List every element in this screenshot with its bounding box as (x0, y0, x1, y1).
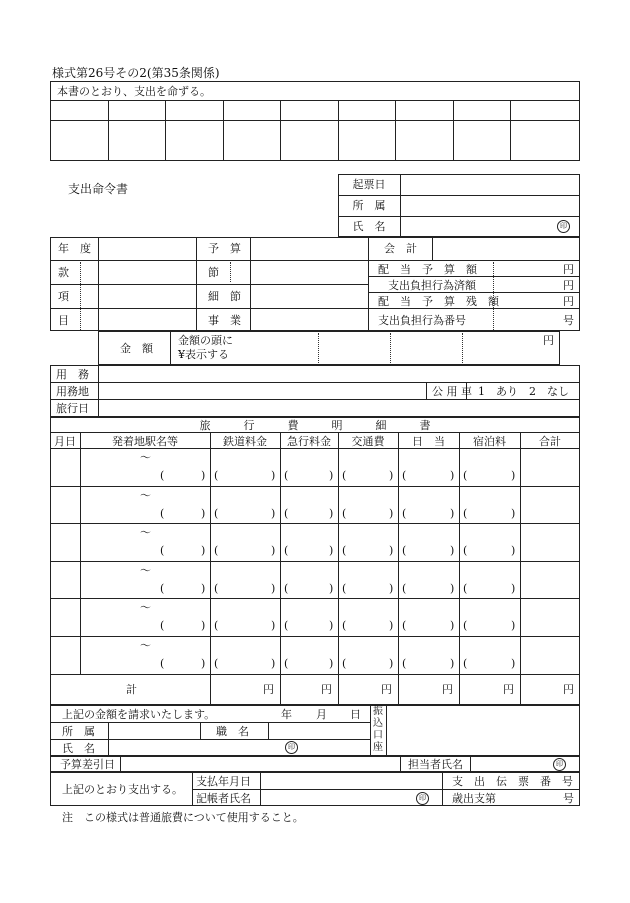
paren-open: ( (284, 469, 289, 482)
header-date: 月日 (54, 435, 76, 448)
paren-close: ) (450, 582, 455, 595)
paren-open: ( (160, 507, 165, 520)
row-total-field[interactable] (522, 563, 578, 597)
paren-close: ) (271, 619, 276, 632)
paren-close: ) (271, 507, 276, 520)
travel-date-field[interactable] (100, 401, 578, 415)
claim-day: 日 (350, 708, 361, 721)
row-amount-field[interactable] (461, 450, 518, 466)
annual-number-unit: 号 (563, 792, 574, 805)
row-date-field[interactable] (52, 600, 78, 634)
tilde-mark: 〜 (140, 639, 151, 652)
detail-label: 細 節 (208, 290, 241, 303)
paren-open: ( (160, 619, 165, 632)
issuer-name-field[interactable] (402, 219, 552, 234)
section-label: 款 (58, 266, 69, 279)
paren-open: ( (402, 469, 407, 482)
row-amount-field[interactable] (461, 600, 518, 616)
paren-open: ( (284, 582, 289, 595)
allocated-yen: 円 (563, 263, 574, 276)
paren-close: ) (450, 507, 455, 520)
issuer-dept-label: 所 属 (352, 199, 386, 212)
row-amount-field[interactable] (461, 638, 518, 654)
paren-close: ) (389, 619, 394, 632)
paren-close: ) (389, 544, 394, 557)
issue-date-label: 起票日 (352, 178, 386, 191)
official-car-options[interactable]: 1 あり 2 なし (478, 385, 569, 398)
row-amount-field[interactable] (340, 638, 396, 654)
transfer-char-4: 座 (373, 742, 383, 753)
row-amount-field[interactable] (461, 525, 518, 541)
claim-seal-icon: 印 (285, 741, 298, 754)
row-total-field[interactable] (522, 638, 578, 672)
row-amount-field[interactable] (400, 525, 457, 541)
paren-open: ( (160, 469, 165, 482)
paren-open: ( (214, 507, 219, 520)
paren-close: ) (201, 469, 206, 482)
item-label: 項 (58, 290, 69, 303)
row-amount-field[interactable] (400, 600, 457, 616)
tilde-mark: 〜 (140, 451, 151, 464)
paren-open: ( (284, 657, 289, 670)
paren-open: ( (463, 544, 468, 557)
person-in-charge-field[interactable] (472, 758, 552, 771)
row-total-field[interactable] (522, 600, 578, 634)
amount-field[interactable] (272, 340, 558, 360)
paren-close: ) (511, 544, 516, 557)
paren-open: ( (463, 469, 468, 482)
paren-open: ( (284, 544, 289, 557)
business-field[interactable] (100, 367, 578, 381)
paren-close: ) (450, 619, 455, 632)
itemization-title: 旅 行 費 明 細 書 (199, 419, 431, 432)
row-amount-field[interactable] (340, 563, 396, 579)
paren-open: ( (214, 469, 219, 482)
recorder-label: 記帳者氏名 (196, 792, 251, 805)
payment-statement: 上記のとおり支出する。 (62, 783, 183, 796)
paren-close: ) (511, 507, 516, 520)
paren-open: ( (214, 582, 219, 595)
tilde-mark: 〜 (140, 564, 151, 577)
row-amount-field[interactable] (400, 638, 457, 654)
row-total-field[interactable] (522, 450, 578, 484)
paren-close: ) (201, 544, 206, 557)
paren-close: ) (511, 469, 516, 482)
issuer-dept-field[interactable] (402, 198, 578, 213)
paren-open: ( (160, 657, 165, 670)
commitment-no-unit: 号 (563, 314, 574, 327)
paren-close: ) (329, 619, 334, 632)
amount-note-line2: ¥表示する (178, 348, 229, 361)
clause-label: 節 (208, 266, 219, 279)
paren-open: ( (402, 619, 407, 632)
issue-date-field[interactable] (402, 179, 578, 194)
claim-position-label: 職 名 (216, 725, 249, 738)
paren-open: ( (342, 582, 347, 595)
place-label: 用務地 (56, 385, 89, 398)
committed-yen: 円 (563, 279, 574, 292)
total-yen-transport: 円 (381, 683, 392, 696)
paren-open: ( (214, 619, 219, 632)
row-date-field[interactable] (52, 525, 78, 559)
issuer-seal-icon: 印 (557, 220, 570, 233)
paren-open: ( (342, 619, 347, 632)
row-amount-field[interactable] (282, 488, 336, 504)
claim-dept-field[interactable] (110, 724, 198, 738)
paren-close: ) (511, 657, 516, 670)
paren-close: ) (329, 507, 334, 520)
row-total-field[interactable] (522, 525, 578, 559)
paren-close: ) (271, 469, 276, 482)
paren-close: ) (201, 619, 206, 632)
total-label: 計 (126, 683, 137, 696)
amount-note-line1: 金額の頭に (178, 334, 233, 347)
paren-close: ) (271, 544, 276, 557)
header-transport: 交通費 (351, 435, 385, 448)
paren-open: ( (463, 582, 468, 595)
committed-label: 支出負担行為済額 (388, 279, 476, 292)
paren-open: ( (214, 544, 219, 557)
row-amount-field[interactable] (400, 488, 457, 504)
paren-close: ) (329, 469, 334, 482)
paren-close: ) (201, 582, 206, 595)
recorder-field[interactable] (262, 791, 412, 805)
claim-position-field[interactable] (270, 724, 368, 738)
row-amount-field[interactable] (340, 600, 396, 616)
row-date-field[interactable] (52, 638, 78, 672)
row-date-field[interactable] (52, 450, 78, 484)
row-amount-field[interactable] (212, 563, 278, 579)
paren-close: ) (389, 507, 394, 520)
approval-instruction: 本書のとおり、支出を命ずる。 (57, 85, 211, 98)
paren-close: ) (201, 657, 206, 670)
budget-label: 予 算 (208, 242, 241, 255)
total-yen-lodging: 円 (503, 683, 514, 696)
paren-open: ( (284, 507, 289, 520)
amount-yen: 円 (543, 334, 554, 347)
paren-open: ( (402, 544, 407, 557)
paren-close: ) (329, 582, 334, 595)
person-in-charge-label: 担当者氏名 (408, 758, 463, 771)
paren-open: ( (160, 544, 165, 557)
row-amount-field[interactable] (212, 525, 278, 541)
paren-open: ( (342, 657, 347, 670)
amount-label: 金 額 (120, 342, 153, 355)
row-amount-field[interactable] (461, 563, 518, 579)
annual-label: 歳出支第 (452, 792, 496, 805)
recorder-seal-icon: 印 (416, 792, 429, 805)
header-total: 合計 (539, 435, 561, 448)
paren-close: ) (389, 657, 394, 670)
row-amount-field[interactable] (340, 488, 396, 504)
row-amount-field[interactable] (461, 488, 518, 504)
tilde-mark: 〜 (140, 489, 151, 502)
paren-close: ) (511, 582, 516, 595)
person-seal-icon: 印 (553, 758, 566, 771)
claim-year: 年 (281, 708, 292, 721)
header-lodging: 宿泊料 (473, 435, 506, 448)
transfer-account-field[interactable] (388, 708, 578, 754)
paren-close: ) (450, 657, 455, 670)
paren-open: ( (214, 657, 219, 670)
paren-close: ) (389, 469, 394, 482)
paren-close: ) (271, 582, 276, 595)
issuer-name-label: 氏 名 (352, 220, 386, 233)
project-label: 事 業 (208, 314, 241, 327)
paren-open: ( (402, 657, 407, 670)
row-date-field[interactable] (52, 563, 78, 597)
tilde-mark: 〜 (140, 601, 151, 614)
transfer-char-1: 振 (373, 706, 383, 717)
paren-open: ( (160, 582, 165, 595)
paren-open: ( (463, 507, 468, 520)
claim-dept-label: 所 属 (62, 725, 95, 738)
paren-close: ) (271, 657, 276, 670)
row-amount-field[interactable] (212, 600, 278, 616)
paren-close: ) (450, 469, 455, 482)
paren-close: ) (329, 544, 334, 557)
travel-date-label: 旅行日 (56, 402, 89, 415)
paren-open: ( (284, 619, 289, 632)
row-amount-field[interactable] (340, 525, 396, 541)
paren-open: ( (342, 507, 347, 520)
row-amount-field[interactable] (282, 525, 336, 541)
place-field[interactable] (100, 384, 424, 398)
paren-close: ) (450, 544, 455, 557)
allocated-budget-label: 配 当 予 算 額 (378, 263, 477, 276)
order-title: 支出命令書 (68, 182, 129, 196)
accounting-label: 会 計 (384, 242, 417, 255)
row-amount-field[interactable] (400, 450, 457, 466)
paren-close: ) (511, 619, 516, 632)
payment-date-label: 支払年月日 (196, 775, 251, 788)
total-yen-daily: 円 (442, 683, 453, 696)
claim-statement: 上記の金額を請求いたします。 (62, 708, 216, 721)
row-amount-field[interactable] (212, 450, 278, 466)
form-title: 様式第26号その2(第35条関係) (52, 66, 220, 80)
remaining-yen: 円 (563, 295, 574, 308)
paren-open: ( (463, 619, 468, 632)
paren-close: ) (201, 507, 206, 520)
row-amount-field[interactable] (282, 563, 336, 579)
row-amount-field[interactable] (282, 638, 336, 654)
tilde-mark: 〜 (140, 526, 151, 539)
claim-name-label: 氏 名 (62, 742, 95, 755)
row-amount-field[interactable] (212, 638, 278, 654)
commitment-no-label: 支出負担行為番号 (378, 314, 466, 327)
row-date-field[interactable] (52, 488, 78, 522)
budget-diff-field[interactable] (122, 758, 398, 771)
fiscal-year-label: 年 度 (58, 242, 91, 255)
paren-close: ) (329, 657, 334, 670)
header-daily-allowance: 日 当 (412, 435, 445, 448)
paren-open: ( (342, 469, 347, 482)
remaining-label: 配 当 予 算 残 額 (378, 295, 499, 308)
business-label: 用 務 (56, 368, 89, 381)
footnote: 注 この様式は普通旅費について使用すること。 (62, 811, 304, 824)
subitem-label: 目 (58, 314, 69, 327)
paren-open: ( (402, 507, 407, 520)
total-yen-express: 円 (321, 683, 332, 696)
paren-open: ( (342, 544, 347, 557)
paren-open: ( (402, 582, 407, 595)
row-amount-field[interactable] (340, 450, 396, 466)
budget-diff-label: 予算差引日 (60, 758, 115, 771)
transfer-char-2: 込 (373, 718, 383, 729)
total-yen-rail: 円 (263, 683, 274, 696)
header-stations: 発着地駅名等 (112, 435, 178, 448)
official-car-label: 公 用 車 (432, 385, 472, 398)
row-amount-field[interactable] (400, 563, 457, 579)
header-rail-fare: 鉄道料金 (223, 435, 267, 448)
paren-close: ) (389, 582, 394, 595)
transfer-char-3: 口 (373, 730, 383, 741)
claim-name-field[interactable] (110, 741, 280, 755)
voucher-label: 支 出 伝 票 番 号 (452, 775, 573, 788)
row-total-field[interactable] (522, 488, 578, 522)
payment-date-field[interactable] (262, 774, 440, 788)
row-amount-field[interactable] (212, 488, 278, 504)
header-express-fare: 急行料金 (287, 435, 331, 448)
paren-open: ( (463, 657, 468, 670)
row-amount-field[interactable] (282, 450, 336, 466)
row-amount-field[interactable] (282, 600, 336, 616)
claim-month: 月 (316, 708, 327, 721)
total-yen-sum: 円 (563, 683, 574, 696)
